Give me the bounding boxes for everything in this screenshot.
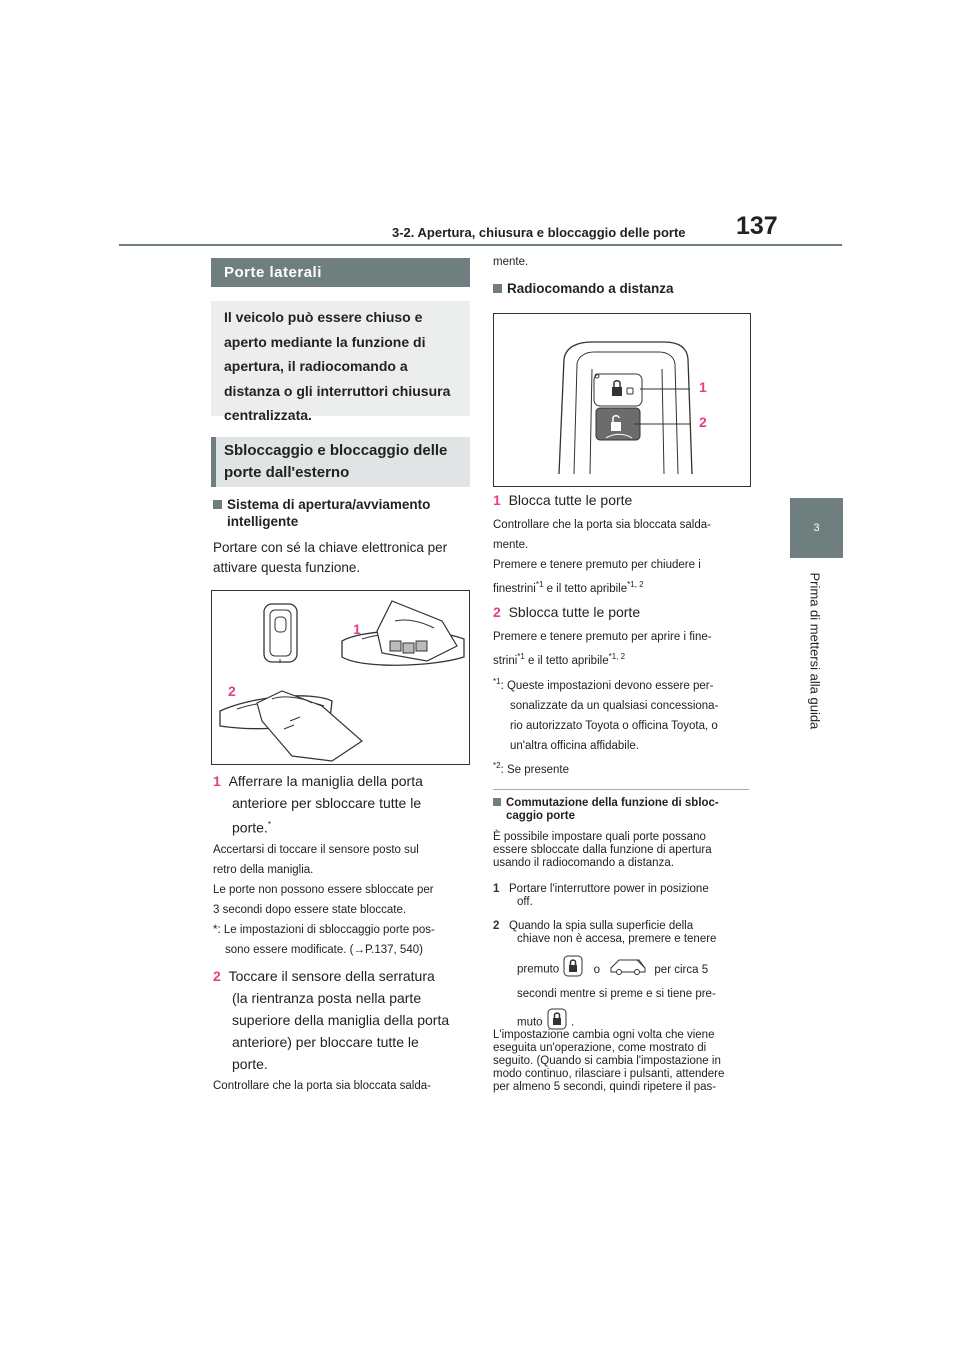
- remote-callout: 2: [699, 414, 707, 430]
- porte-laterali-heading: Porte laterali: [211, 258, 470, 287]
- comm-step-1: 1 Portare l'interruttore power in posizione off.: [493, 883, 709, 908]
- step-2: 2 Toccare il sensore della serratura (la rientranza posta nella parte superiore della maniglia della porta anteriore) per bloccare tutte le porte.: [213, 968, 450, 1072]
- commutazione-heading: Commutazione della funzione di sbloc- caggio porte: [493, 797, 755, 823]
- comm-step-2: 2 Quando la spia sulla superficie della chiave non è accesa, premere e tenere: [493, 920, 717, 945]
- intro-line: apertura, il radiocomando a: [224, 358, 408, 374]
- figure-callout: 1: [353, 621, 361, 637]
- smart-body: Portare con sé la chiave elettronica per attivare questa funzione.: [213, 540, 448, 575]
- radio-heading: Radiocomando a distanza: [493, 280, 674, 297]
- step-1-notes: Accertarsi di toccare il sensore posto sul retro della maniglia. Le porte non possono essere sbloccate per 3 secondi dopo essere state bloccate. *: Le impostazioni di sbloccaggio porte pos- sono essere modificate. (→P.137, 540): [213, 844, 435, 956]
- step-2-note: Controllare che la porta sia bloccata salda-: [213, 1080, 431, 1092]
- sblocco-heading: [211, 437, 470, 487]
- door-handle-figure: [211, 590, 470, 765]
- header-rule: [119, 244, 842, 246]
- lock-icon: [562, 955, 584, 984]
- remote-illustration: [494, 314, 750, 486]
- sblocco-line: porte dall'esterno: [224, 464, 350, 481]
- intro-line: Il veicolo può essere chiuso e: [224, 309, 423, 325]
- remote-step-2: 2 Sblocca tutte le porte: [493, 604, 641, 620]
- trunk-icon: [609, 956, 647, 983]
- figure-callout: 2: [228, 683, 236, 699]
- page-number: 137: [736, 212, 778, 240]
- sblocco-line: Sbloccaggio e bloccaggio delle: [224, 442, 448, 459]
- chapter-label: Prima di mettersi alla guida: [807, 572, 823, 730]
- step-1: 1 Afferrare la maniglia della porta anteriore per sbloccare tutte le porte.*: [213, 773, 423, 836]
- footnotes: $^{*1}$: Queste impostazioni devono essere per- sonalizzate da un qualsiasi concessiona- rio autorizzato Toyota o officina Toyota, o un'altra officina affidabile. $^{*2}$: Se presente: [493, 677, 719, 776]
- intro-line: centralizzata.: [224, 407, 312, 423]
- remote-step-2-notes: Premere e tenere premuto per aprire i fine- strini$^{*1}$ e il tetto apribile$^{*1, 2}$: [493, 631, 712, 667]
- bullet-square: [493, 798, 501, 806]
- chapter-tab: 3: [790, 498, 843, 558]
- section-divider: [493, 789, 749, 790]
- intro-line: aperto mediante la funzione di: [224, 333, 426, 350]
- final-body: L'impostazione cambia ogni volta che viene eseguita un'operazione, come mostrato di seguito. (Quando si cambia l'impostazione in modo continuo, rilasciare i pulsanti, attendere per almeno 5 secondi, quindi ripetere il pas-: [493, 1029, 725, 1093]
- section-title: 3-2. Apertura, chiusura e bloccaggio delle porte: [392, 225, 686, 240]
- remote-figure: [493, 313, 751, 487]
- door-handle-illustration: [212, 591, 469, 764]
- comm-step-2-detail: premuto o per circa 5 secondi mentre si preme e si tiene pre- muto .: [517, 955, 757, 1037]
- remote-callout: 1: [699, 379, 707, 395]
- remote-step-1: 1 Blocca tutte le porte: [493, 492, 633, 508]
- remote-step-1-notes: Controllare che la porta sia bloccata salda- mente. Premere e tenere premuto per chiudere i finestrini$^{*1}$ e il tetto apribile$^{*1, 2}$: [493, 519, 711, 595]
- continued-text: mente.: [493, 256, 529, 268]
- commutazione-body: È possibile impostare quali porte possano essere sbloccate dalla funzione di apertura usando il radiocomando a distanza.: [493, 831, 712, 869]
- intro-line: distanza o gli interruttori chiusura: [224, 382, 451, 399]
- intro-box: [211, 301, 470, 423]
- smart-heading: Sistema di apertura/avviamento intelligente: [213, 496, 473, 530]
- bullet-square: [213, 500, 222, 509]
- bullet-square: [493, 284, 502, 293]
